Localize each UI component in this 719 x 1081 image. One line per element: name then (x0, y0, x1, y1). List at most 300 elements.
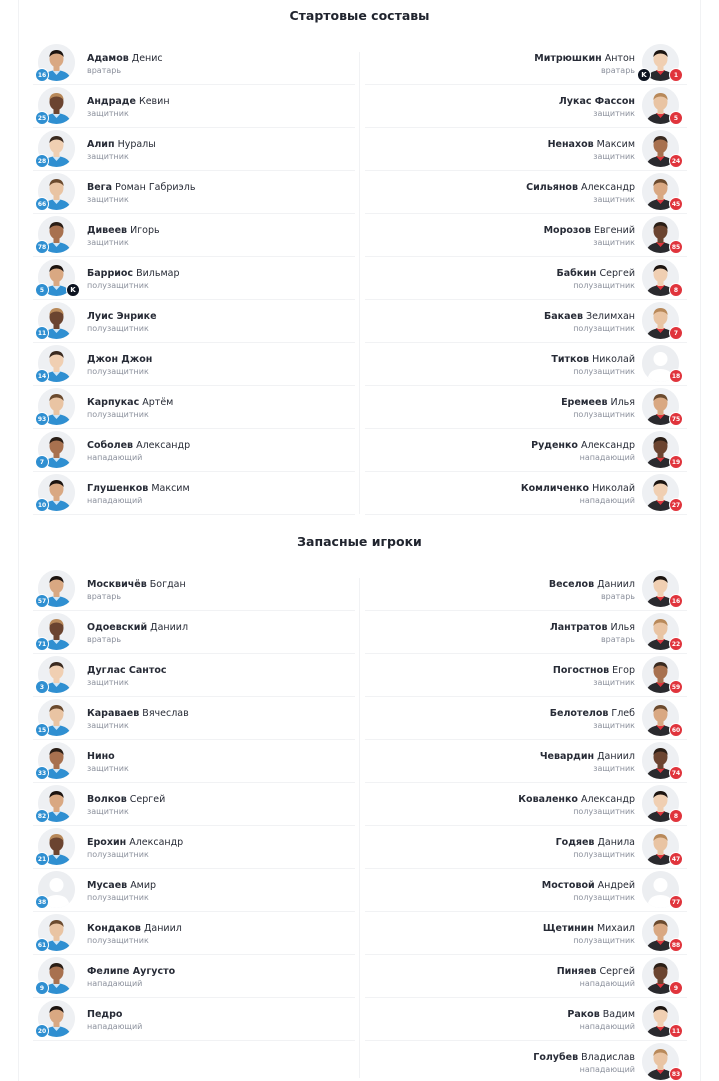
shirt-number-badge: 45 (669, 197, 683, 211)
player-row[interactable] (33, 611, 355, 654)
player-first-name: Владислав (581, 1052, 635, 1063)
player-first-name: Александр (580, 794, 635, 805)
player-position: защитник (593, 764, 635, 773)
shirt-number-badge: 21 (35, 852, 49, 866)
player-row[interactable] (365, 128, 687, 171)
player-position: нападающий (579, 496, 635, 505)
player-first-name: Зелимхан (585, 311, 635, 322)
player-first-name: Артём (142, 397, 174, 408)
player-name (87, 257, 355, 280)
player-row[interactable] (365, 912, 687, 955)
shirt-number-badge: 1 (669, 68, 683, 82)
player-position: полузащитник (87, 324, 149, 333)
player-position: полузащитник (87, 367, 149, 376)
player-position: защитник (593, 238, 635, 247)
player-photo (642, 130, 679, 167)
player-photo (38, 871, 75, 908)
player-last-name: Щетинин (542, 923, 594, 934)
player-name (365, 611, 635, 634)
player-name (87, 740, 355, 763)
player-position: нападающий (579, 979, 635, 988)
player-name (87, 783, 355, 806)
player-position: вратарь (600, 635, 635, 644)
player-last-name: Адамов (87, 53, 129, 64)
shirt-number-badge: 22 (669, 637, 683, 651)
player-name (365, 128, 635, 151)
player-last-name: Джон Джон (87, 354, 153, 365)
player-row[interactable] (33, 42, 355, 85)
player-row[interactable] (365, 386, 687, 429)
player-name (365, 429, 635, 452)
player-position: вратарь (600, 592, 635, 601)
player-row[interactable] (365, 472, 687, 515)
player-name (87, 654, 355, 677)
shirt-number-badge: 28 (35, 154, 49, 168)
player-last-name: Дивеев (87, 225, 128, 236)
player-last-name: Мусаев (87, 880, 128, 891)
player-last-name: Лукас Фассон (558, 96, 635, 107)
player-last-name: Вега (87, 182, 113, 193)
player-position: вратарь (87, 635, 122, 644)
player-name (365, 42, 635, 65)
player-position: нападающий (87, 453, 143, 462)
player-name (365, 85, 635, 108)
player-position: защитник (593, 152, 635, 161)
player-last-name: Митрюшкин (534, 53, 602, 64)
player-position: полузащитник (87, 936, 149, 945)
player-last-name: Волков (87, 794, 127, 805)
player-photo (642, 570, 679, 607)
player-last-name: Чевардин (539, 751, 595, 762)
shirt-number-badge: 38 (35, 895, 49, 909)
player-row[interactable] (33, 300, 355, 343)
shirt-number-badge: 82 (35, 809, 49, 823)
player-first-name: Михаил (596, 923, 635, 934)
column-divider (359, 52, 360, 514)
player-row[interactable] (33, 472, 355, 515)
player-row[interactable] (33, 912, 355, 955)
shirt-number-badge: 75 (669, 412, 683, 426)
shirt-number-badge: 61 (35, 938, 49, 952)
player-last-name: Веселов (548, 579, 595, 590)
shirt-number-badge: 59 (669, 680, 683, 694)
shirt-number-badge: 60 (669, 723, 683, 737)
player-first-name: Амир (130, 880, 157, 891)
player-first-name: Николай (592, 483, 635, 494)
player-last-name: Ерохин (87, 837, 127, 848)
player-photo (38, 388, 75, 425)
player-name (365, 300, 635, 323)
player-first-name: Сергей (599, 966, 635, 977)
player-position: защитник (87, 238, 129, 247)
shirt-number-badge: 27 (669, 498, 683, 512)
player-row[interactable] (33, 343, 355, 386)
player-photo (38, 259, 75, 296)
player-row[interactable] (365, 654, 687, 697)
captain-badge: K (66, 283, 80, 297)
home-substitutes-list (33, 568, 355, 1041)
player-row[interactable] (33, 955, 355, 998)
player-row[interactable] (365, 343, 687, 386)
player-position: нападающий (579, 1022, 635, 1031)
player-photo (642, 914, 679, 951)
player-position: защитник (593, 195, 635, 204)
player-last-name: Дуглас Сантос (87, 665, 167, 676)
player-first-name: Денис (131, 53, 163, 64)
away-substitutes-list (365, 568, 687, 1081)
player-row[interactable] (365, 783, 687, 826)
shirt-number-badge: 5 (669, 111, 683, 125)
player-last-name: Нино (87, 751, 115, 762)
shirt-number-badge: 88 (669, 938, 683, 952)
shirt-number-badge: 77 (669, 895, 683, 909)
player-name (365, 783, 635, 806)
player-last-name: Бабкин (556, 268, 597, 279)
player-photo (38, 173, 75, 210)
player-last-name: Голубев (533, 1052, 579, 1063)
player-last-name: Карпукас (87, 397, 140, 408)
player-name (365, 1041, 635, 1064)
player-name (87, 568, 355, 591)
player-row[interactable] (33, 568, 355, 611)
player-photo (38, 828, 75, 865)
player-name (365, 654, 635, 677)
player-name (87, 955, 355, 978)
column-divider (359, 578, 360, 1078)
player-photo (38, 474, 75, 511)
player-photo (642, 173, 679, 210)
player-row[interactable] (365, 42, 687, 85)
player-first-name: Илья (610, 397, 635, 408)
player-first-name: Максим (596, 139, 635, 150)
shirt-number-badge: 83 (669, 1067, 683, 1081)
player-last-name: Руденко (531, 440, 578, 451)
shirt-number-badge: 66 (35, 197, 49, 211)
shirt-number-badge: 24 (669, 154, 683, 168)
player-last-name: Одоевский (87, 622, 148, 633)
player-photo (642, 871, 679, 908)
player-photo (642, 345, 679, 382)
section-title-starting: Стартовые составы (289, 8, 430, 23)
player-position: нападающий (579, 453, 635, 462)
player-position: нападающий (87, 1022, 143, 1031)
player-row[interactable] (365, 568, 687, 611)
player-position: нападающий (87, 496, 143, 505)
shirt-number-badge: 93 (35, 412, 49, 426)
player-row[interactable] (33, 740, 355, 783)
player-row[interactable] (365, 257, 687, 300)
shirt-number-badge: 19 (669, 455, 683, 469)
player-photo (642, 699, 679, 736)
player-first-name: Вадим (602, 1009, 635, 1020)
player-first-name: Вильмар (136, 268, 180, 279)
player-photo (38, 957, 75, 994)
player-name (365, 740, 635, 763)
player-row[interactable] (33, 429, 355, 472)
player-photo (642, 259, 679, 296)
player-name (87, 171, 355, 194)
player-row[interactable] (365, 998, 687, 1041)
player-photo (38, 570, 75, 607)
player-name (365, 343, 635, 366)
player-row[interactable] (365, 826, 687, 869)
player-photo (642, 957, 679, 994)
player-row[interactable] (365, 171, 687, 214)
player-position: полузащитник (573, 850, 635, 859)
player-first-name: Роман Габриэль (115, 182, 196, 193)
shirt-number-badge: 85 (669, 240, 683, 254)
player-position: защитник (593, 109, 635, 118)
player-name (365, 171, 635, 194)
player-position: защитник (593, 678, 635, 687)
player-position: защитник (87, 152, 129, 161)
player-photo (38, 699, 75, 736)
player-photo (642, 1043, 679, 1080)
player-row[interactable] (33, 257, 355, 300)
player-position: нападающий (87, 979, 143, 988)
shirt-number-badge: 9 (35, 981, 49, 995)
player-position: полузащитник (87, 281, 149, 290)
player-name (87, 300, 355, 323)
player-row[interactable] (33, 214, 355, 257)
shirt-number-badge: 15 (35, 723, 49, 737)
shirt-number-badge: 10 (35, 498, 49, 512)
player-last-name: Мостовой (541, 880, 595, 891)
player-position: полузащитник (87, 410, 149, 419)
player-last-name: Раков (567, 1009, 600, 1020)
player-photo (642, 785, 679, 822)
player-last-name: Еремеев (561, 397, 608, 408)
player-name (87, 697, 355, 720)
player-row[interactable] (365, 611, 687, 654)
shirt-number-badge: 11 (669, 1024, 683, 1038)
player-row[interactable] (365, 429, 687, 472)
player-first-name: Александр (129, 837, 184, 848)
player-name (87, 912, 355, 935)
player-name (365, 568, 635, 591)
player-last-name: Сильянов (526, 182, 578, 193)
player-position: вратарь (87, 66, 122, 75)
player-row[interactable] (365, 1041, 687, 1081)
player-last-name: Барриос (87, 268, 134, 279)
player-row[interactable] (365, 955, 687, 998)
player-photo (642, 388, 679, 425)
player-photo (642, 431, 679, 468)
shirt-number-badge: 16 (35, 68, 49, 82)
player-photo (38, 130, 75, 167)
section-title-substitutes: Запасные игроки (297, 534, 422, 549)
player-row[interactable] (33, 697, 355, 740)
shirt-number-badge: 8 (669, 809, 683, 823)
shirt-number-badge: 14 (35, 369, 49, 383)
home-starting-list (33, 42, 355, 515)
player-last-name: Москвичёв (87, 579, 147, 590)
shirt-number-badge: 33 (35, 766, 49, 780)
player-name (365, 955, 635, 978)
player-first-name: Евгений (594, 225, 635, 236)
player-first-name: Александр (580, 440, 635, 451)
player-name (365, 697, 635, 720)
player-row[interactable] (365, 697, 687, 740)
player-row[interactable] (33, 85, 355, 128)
player-last-name: Фелипе Аугусто (87, 966, 176, 977)
player-last-name: Бакаев (543, 311, 583, 322)
player-last-name: Лантратов (549, 622, 608, 633)
player-photo (38, 87, 75, 124)
player-name (87, 343, 355, 366)
player-photo (642, 656, 679, 693)
player-row[interactable] (33, 869, 355, 912)
player-name (87, 386, 355, 409)
player-first-name: Глеб (611, 708, 635, 719)
shirt-number-badge: 5 (35, 283, 49, 297)
player-photo (642, 474, 679, 511)
player-first-name: Александр (580, 182, 635, 193)
player-first-name: Игорь (130, 225, 160, 236)
player-name (365, 257, 635, 280)
player-photo (642, 613, 679, 650)
player-name (365, 386, 635, 409)
player-name (365, 472, 635, 495)
player-photo (38, 742, 75, 779)
shirt-number-badge: 9 (669, 981, 683, 995)
player-photo (642, 87, 679, 124)
captain-badge: K (637, 68, 651, 82)
player-position: полузащитник (573, 367, 635, 376)
player-position: защитник (87, 807, 129, 816)
player-photo (38, 44, 75, 81)
player-row[interactable] (33, 783, 355, 826)
player-photo (38, 302, 75, 339)
player-last-name: Соболев (87, 440, 134, 451)
player-last-name: Андраде (87, 96, 136, 107)
player-name (87, 826, 355, 849)
player-first-name: Вячеслав (142, 708, 189, 719)
player-last-name: Караваев (87, 708, 140, 719)
player-first-name: Александр (136, 440, 191, 451)
player-last-name: Морозов (543, 225, 591, 236)
player-first-name: Антон (604, 53, 635, 64)
player-last-name: Погостнов (552, 665, 610, 676)
player-row[interactable] (33, 128, 355, 171)
shirt-number-badge: 47 (669, 852, 683, 866)
player-row[interactable] (365, 85, 687, 128)
player-position: полузащитник (87, 893, 149, 902)
away-starting-list (365, 42, 687, 515)
shirt-number-badge: 78 (35, 240, 49, 254)
player-position: полузащитник (573, 807, 635, 816)
player-name (87, 611, 355, 634)
player-position: полузащитник (573, 281, 635, 290)
player-position: защитник (87, 764, 129, 773)
player-position: полузащитник (573, 893, 635, 902)
player-last-name: Кондаков (87, 923, 141, 934)
player-first-name: Сергей (129, 794, 166, 805)
shirt-number-badge: 7 (669, 326, 683, 340)
player-name (87, 429, 355, 452)
player-row[interactable] (365, 740, 687, 783)
player-position: полузащитник (573, 936, 635, 945)
player-position: защитник (87, 109, 129, 118)
player-last-name: Коваленко (518, 794, 578, 805)
player-name (87, 472, 355, 495)
player-last-name: Титков (551, 354, 590, 365)
player-first-name: Даниил (150, 622, 189, 633)
player-name (365, 869, 635, 892)
player-first-name: Сергей (599, 268, 635, 279)
player-first-name: Даниил (597, 579, 635, 590)
player-first-name: Даниил (597, 751, 635, 762)
player-last-name: Белотелов (549, 708, 609, 719)
player-first-name: Богдан (149, 579, 186, 590)
player-last-name: Годяев (555, 837, 595, 848)
player-row[interactable] (365, 300, 687, 343)
player-position: вратарь (600, 66, 635, 75)
player-last-name: Ненахов (547, 139, 594, 150)
player-name (87, 998, 355, 1021)
player-photo (38, 914, 75, 951)
shirt-number-badge: 16 (669, 594, 683, 608)
player-position: полузащитник (573, 410, 635, 419)
player-position: защитник (87, 721, 129, 730)
player-first-name: Илья (610, 622, 635, 633)
player-row[interactable] (365, 869, 687, 912)
player-row[interactable] (33, 386, 355, 429)
shirt-number-badge: 18 (669, 369, 683, 383)
player-row[interactable] (365, 214, 687, 257)
player-last-name: Глушенков (87, 483, 149, 494)
player-name (87, 42, 355, 65)
player-name (365, 826, 635, 849)
player-position: полузащитник (573, 324, 635, 333)
shirt-number-badge: 7 (35, 455, 49, 469)
player-first-name: Николай (592, 354, 635, 365)
player-photo (38, 656, 75, 693)
shirt-number-badge: 71 (35, 637, 49, 651)
player-name (87, 85, 355, 108)
shirt-number-badge: 11 (35, 326, 49, 340)
player-photo (642, 302, 679, 339)
player-row[interactable] (33, 654, 355, 697)
player-position: нападающий (579, 1065, 635, 1074)
player-first-name: Даниил (143, 923, 182, 934)
player-first-name: Кевин (138, 96, 170, 107)
player-position: вратарь (87, 592, 122, 601)
shirt-number-badge: 20 (35, 1024, 49, 1038)
player-last-name: Комличенко (520, 483, 590, 494)
player-photo (642, 742, 679, 779)
player-photo (38, 216, 75, 253)
player-first-name: Данила (597, 837, 635, 848)
player-first-name: Андрей (597, 880, 635, 891)
player-row[interactable] (33, 826, 355, 869)
player-name (87, 214, 355, 237)
player-position: полузащитник (87, 850, 149, 859)
player-row[interactable] (33, 998, 355, 1041)
player-first-name: Егор (612, 665, 635, 676)
player-first-name: Максим (151, 483, 190, 494)
shirt-number-badge: 25 (35, 111, 49, 125)
player-name (87, 869, 355, 892)
player-position: защитник (87, 195, 129, 204)
player-last-name: Луис Энрике (87, 311, 157, 322)
player-name (365, 214, 635, 237)
player-row[interactable] (33, 171, 355, 214)
player-photo (642, 828, 679, 865)
player-photo (38, 431, 75, 468)
player-name (365, 912, 635, 935)
player-last-name: Алип (87, 139, 115, 150)
